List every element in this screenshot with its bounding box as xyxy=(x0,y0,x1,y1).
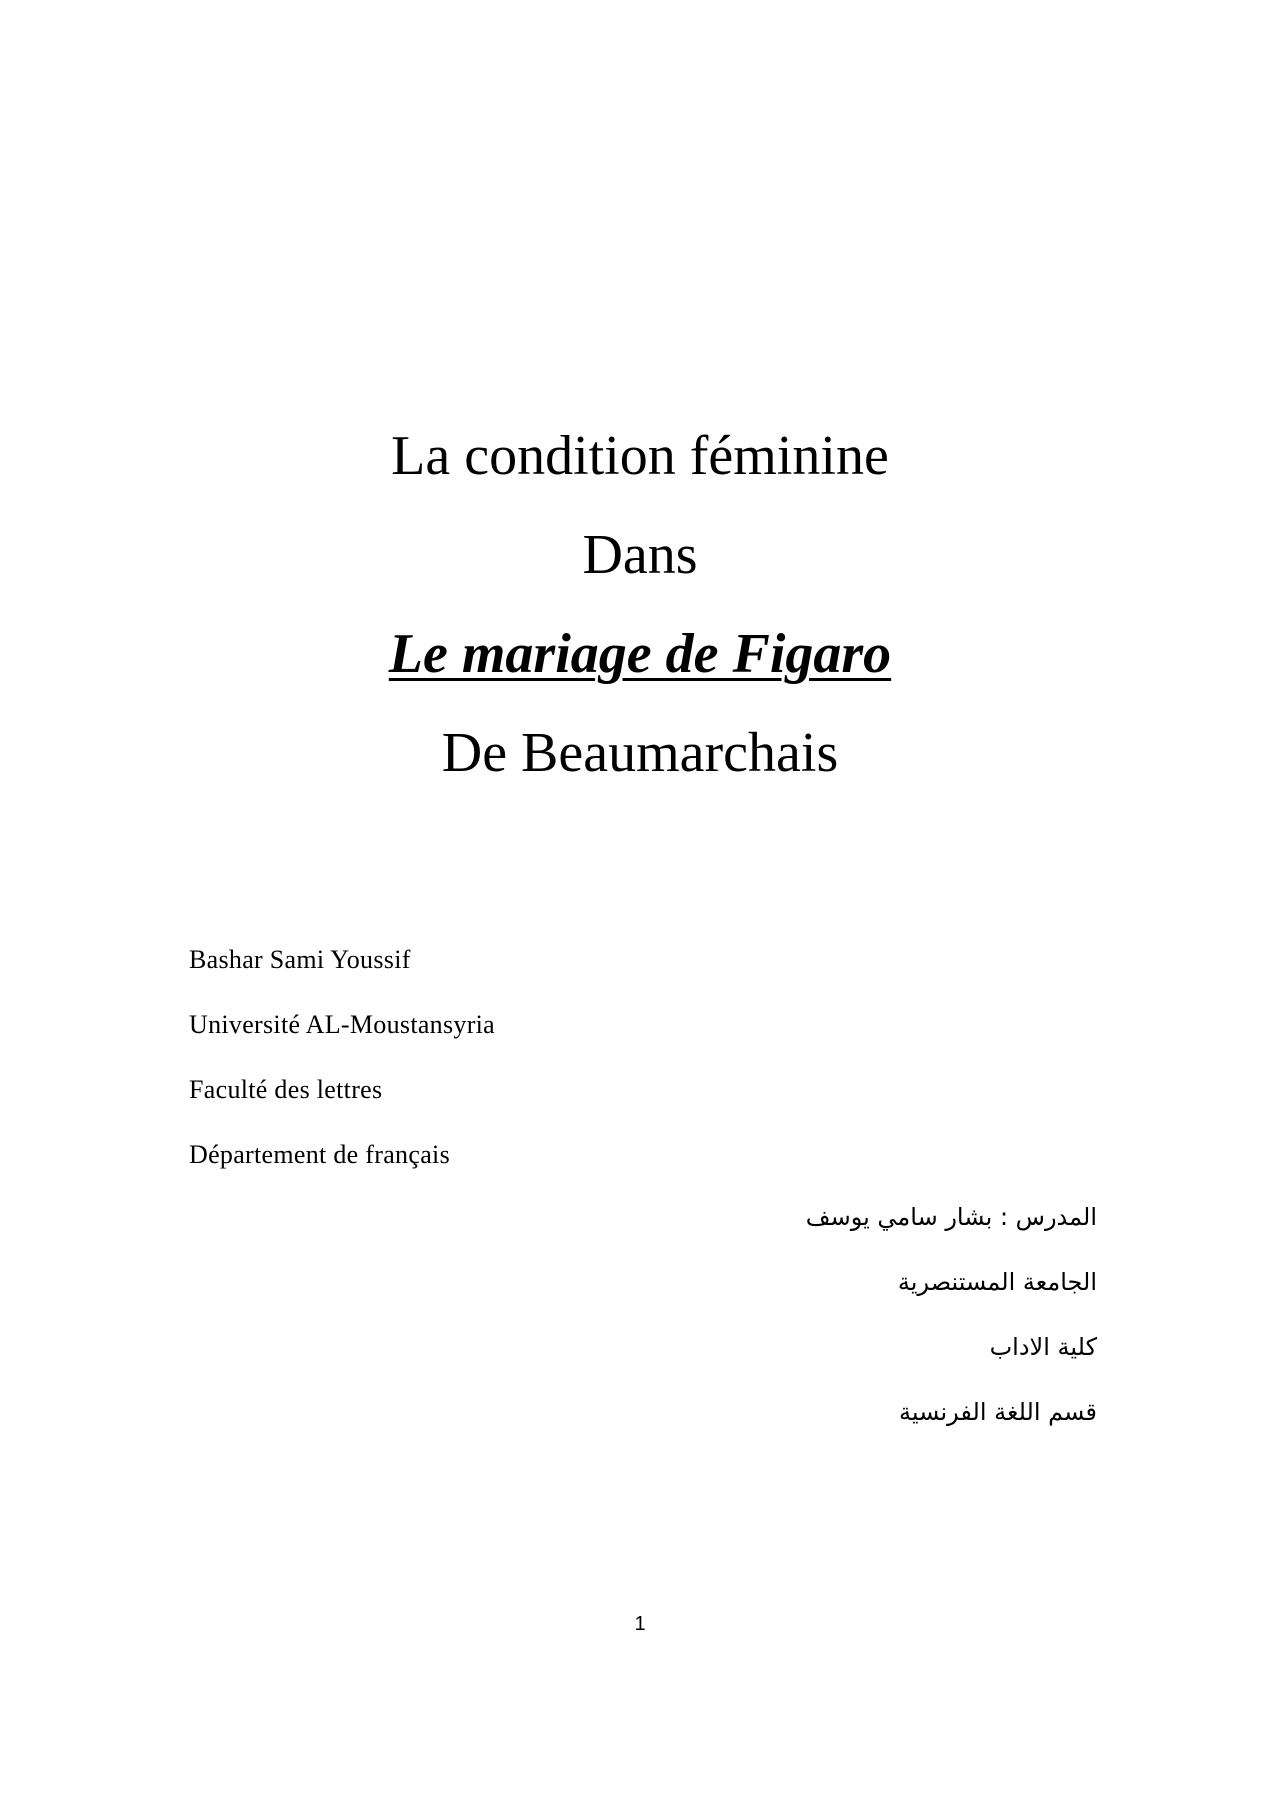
author-university: Université AL-Moustansyria xyxy=(189,1010,496,1039)
arabic-university: الجامعة المستنصرية xyxy=(897,1268,1097,1296)
title-line-4: De Beaumarchais xyxy=(441,722,839,784)
author-faculty: Faculté des lettres xyxy=(189,1075,383,1104)
title-work-name: Le mariage de Figaro xyxy=(388,623,892,685)
arabic-author-name: المدرس : بشار سامي يوسف xyxy=(805,1203,1097,1231)
title-line-1: La condition féminine xyxy=(391,425,889,487)
page-number: 1 xyxy=(634,1613,646,1635)
arabic-department: قسم اللغة الفرنسية xyxy=(898,1398,1097,1426)
author-name: Bashar Sami Youssif xyxy=(189,945,411,974)
author-department: Département de français xyxy=(189,1140,450,1169)
arabic-faculty: كلية الاداب xyxy=(989,1333,1097,1361)
title-line-2: Dans xyxy=(582,524,698,586)
